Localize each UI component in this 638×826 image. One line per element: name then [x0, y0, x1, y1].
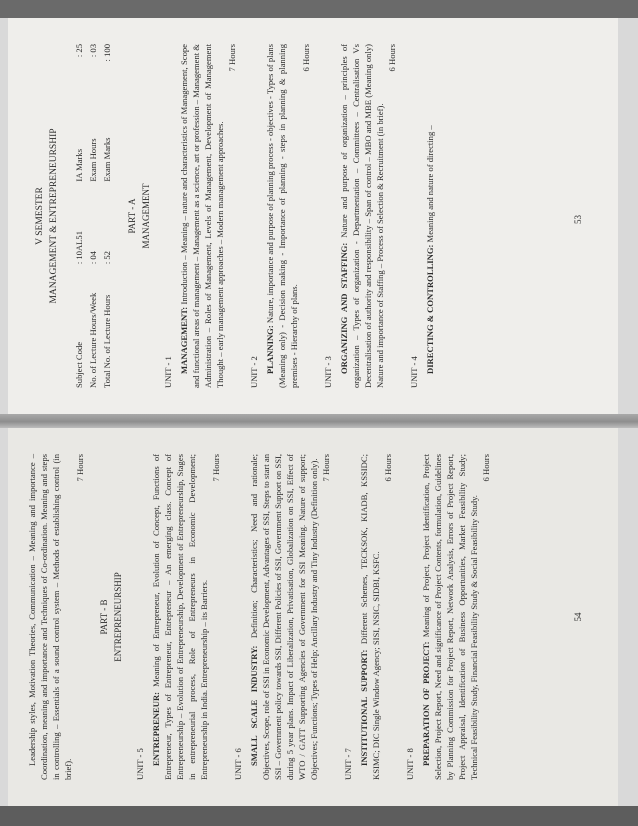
- meta-value: : 04: [88, 251, 98, 265]
- intro-paragraph: Leadership styles, Motivation Theories, Communication – Meaning and importance – Coordination, meaning and importance and Techniques of Co-ordination. Meaning and steps in controlling – Essentials of a sound control system – Methods of establishing control (in brief).: [27, 454, 73, 780]
- unit-hours: 6 Hours: [301, 44, 311, 72]
- meta-key: Exam Marks: [102, 137, 112, 182]
- meta-key: Exam Hours: [88, 138, 98, 182]
- meta-value: : 03: [88, 44, 98, 58]
- unit-6: [232, 454, 332, 780]
- unit-label: UNIT - 7: [343, 748, 353, 780]
- unit-heading: ORGANIZING AND STAFFING:: [339, 242, 349, 374]
- meta-value: : 52: [102, 251, 112, 265]
- intro-hours: 7 Hours: [75, 454, 85, 482]
- unit-body: [424, 44, 436, 388]
- unit-7: [342, 454, 394, 780]
- semester-heading: V SEMESTER: [35, 187, 45, 245]
- unit-heading: SMALL SCALE INDUSTRY:: [249, 645, 259, 766]
- unit-text: Definition; Characteristics; Need and rationale; Objectives, Scope, role of SSI in Economic Development, Advantages of SSI, Steps to start an SSI – Government policy towards SSI, Different Policies of SSI, Government Support on SSI, during 5 year plans. Impact of Liberalization, Privatisation, Globalization on SSI, Effect of WTO / GATT Supporting Agencies of Government for SSI Meaning. Nature of support; Objectives; Functions; Types of Help; Ancillary Industry and Tiny Industry (Definition only).: [249, 454, 319, 780]
- course-meta-table: [72, 44, 114, 388]
- meta-value: : 10AL51: [74, 230, 84, 265]
- unit-label: UNIT - 1: [163, 356, 173, 388]
- part-a-label: PART - A: [127, 198, 137, 234]
- unit-text: Introduction – Meaning – nature and characteristics of Management, Scope and functional areas of management – Management as a science, art or profession – Management & Administration – Roles of Management, Levels of Management, Development of Management Thought – early management approaches – Modern management approaches.: [179, 44, 225, 388]
- unit-hours: 7 Hours: [211, 454, 221, 482]
- unit-label: UNIT - 4: [409, 356, 419, 388]
- meta-row: [100, 44, 114, 388]
- meta-value: : 25: [74, 44, 84, 58]
- course-title: MANAGEMENT & ENTREPRENEURSHIP: [49, 128, 59, 304]
- unit-text: Different Schemes, TECKSOK, KIADB, KSSIDC; KSIMC; DIC Single Window Agency; SISI, NSIC, SIDBI, KSFC.: [359, 454, 381, 780]
- unit-heading: PLANNING:: [265, 325, 275, 374]
- unit-body: [248, 454, 320, 780]
- page-54: [8, 428, 618, 806]
- book-edge-right: [0, 0, 638, 18]
- unit-label: UNIT - 5: [135, 748, 145, 780]
- unit-2: [248, 44, 312, 388]
- page-53: [8, 18, 618, 414]
- page-number: 54: [573, 612, 583, 622]
- unit-hours: 6 Hours: [481, 454, 491, 482]
- meta-key: Subject Code: [74, 341, 84, 388]
- unit-body: [264, 44, 300, 388]
- unit-heading: ENTREPRENEUR:: [151, 691, 161, 766]
- unit-label: UNIT - 2: [249, 356, 259, 388]
- unit-label: UNIT - 6: [233, 748, 243, 780]
- unit-text: Meaning and nature of directing –: [425, 125, 435, 245]
- unit-body: [358, 454, 382, 780]
- unit-hours: 7 Hours: [227, 44, 237, 72]
- unit-text: Nature, importance and purpose of planning process - objectives - Types of plans (Meaning only) - Decision making - Importance of planning - steps in planning & planning premises - Hierarchy of plans.: [265, 44, 299, 388]
- unit-body: [178, 44, 226, 388]
- meta-key: IA Marks: [74, 148, 84, 182]
- unit-label: UNIT - 3: [323, 356, 333, 388]
- unit-text: Meaning of Project, Project Identification, Project Selection, Project Report, Need and significance of Project Contents, formulation, Guidelines by Planning Commission for Project Report, Network Analysis, Errors of Project Report, Project Appraisal, Identification of Business Opportunities, Market Feasibility Study; Technical Feasibility Study, Financial Feasibility Study & Social Feasibility Study.: [421, 454, 479, 780]
- unit-4: [408, 44, 436, 388]
- unit-body: [338, 44, 386, 388]
- part-b-title: ENTREPRENEURSHIP: [113, 572, 123, 662]
- unit-body: [150, 454, 210, 780]
- part-b-label: PART - B: [99, 599, 109, 635]
- unit-label: UNIT - 8: [405, 748, 415, 780]
- meta-key: Total No. of Lecture Hours: [102, 294, 112, 388]
- unit-heading: MANAGEMENT:: [179, 306, 189, 374]
- page-number: 53: [573, 215, 583, 224]
- unit-5: [134, 454, 222, 780]
- unit-3: [322, 44, 398, 388]
- meta-value: : 100: [102, 44, 112, 62]
- unit-hours: 7 Hours: [321, 454, 331, 482]
- unit-heading: DIRECTING & CONTROLLING:: [425, 244, 435, 374]
- unit-text: Nature and purpose of organization – principles of organization – Types of organization - Departmentation – Committees – Centralisation Vs Decentralisation of authority and responsibility – Span of control – MBO and MBE (Meaning only) Nature and importance of Staffing – Process of Selection & Recruitment (in brief).: [339, 44, 385, 388]
- unit-1: [162, 44, 238, 388]
- unit-8: [404, 454, 492, 780]
- unit-text: Meaning of Entrepreneur, Evolution of Concept, Functions of Entrepreneur, Types of Entrepreneur, Entrepreneur – An emerging class. Concept of Entrepreneurship – Evolution of Entrepreneurship, Development of Entrepreneurship, Stages in entrepreneurial process, Role of Entrepreneurs in Economic Development; Entrepreneurship in India. Entrepreneurship – its Barriers.: [151, 454, 209, 780]
- unit-heading: INSTITUTIONAL SUPPORT:: [359, 649, 369, 766]
- book-edge-left: [0, 806, 638, 826]
- unit-heading: PREPARATION OF PROJECT:: [421, 641, 431, 766]
- meta-key: No. of Lecture Hours/Week: [88, 292, 98, 388]
- meta-row: [72, 44, 86, 388]
- meta-row: [86, 44, 100, 388]
- unit-hours: 6 Hours: [383, 454, 393, 482]
- book-spine: [0, 414, 638, 428]
- unit-body: [420, 454, 480, 780]
- part-a-title: MANAGEMENT: [141, 183, 151, 249]
- unit-hours: 6 Hours: [387, 44, 397, 72]
